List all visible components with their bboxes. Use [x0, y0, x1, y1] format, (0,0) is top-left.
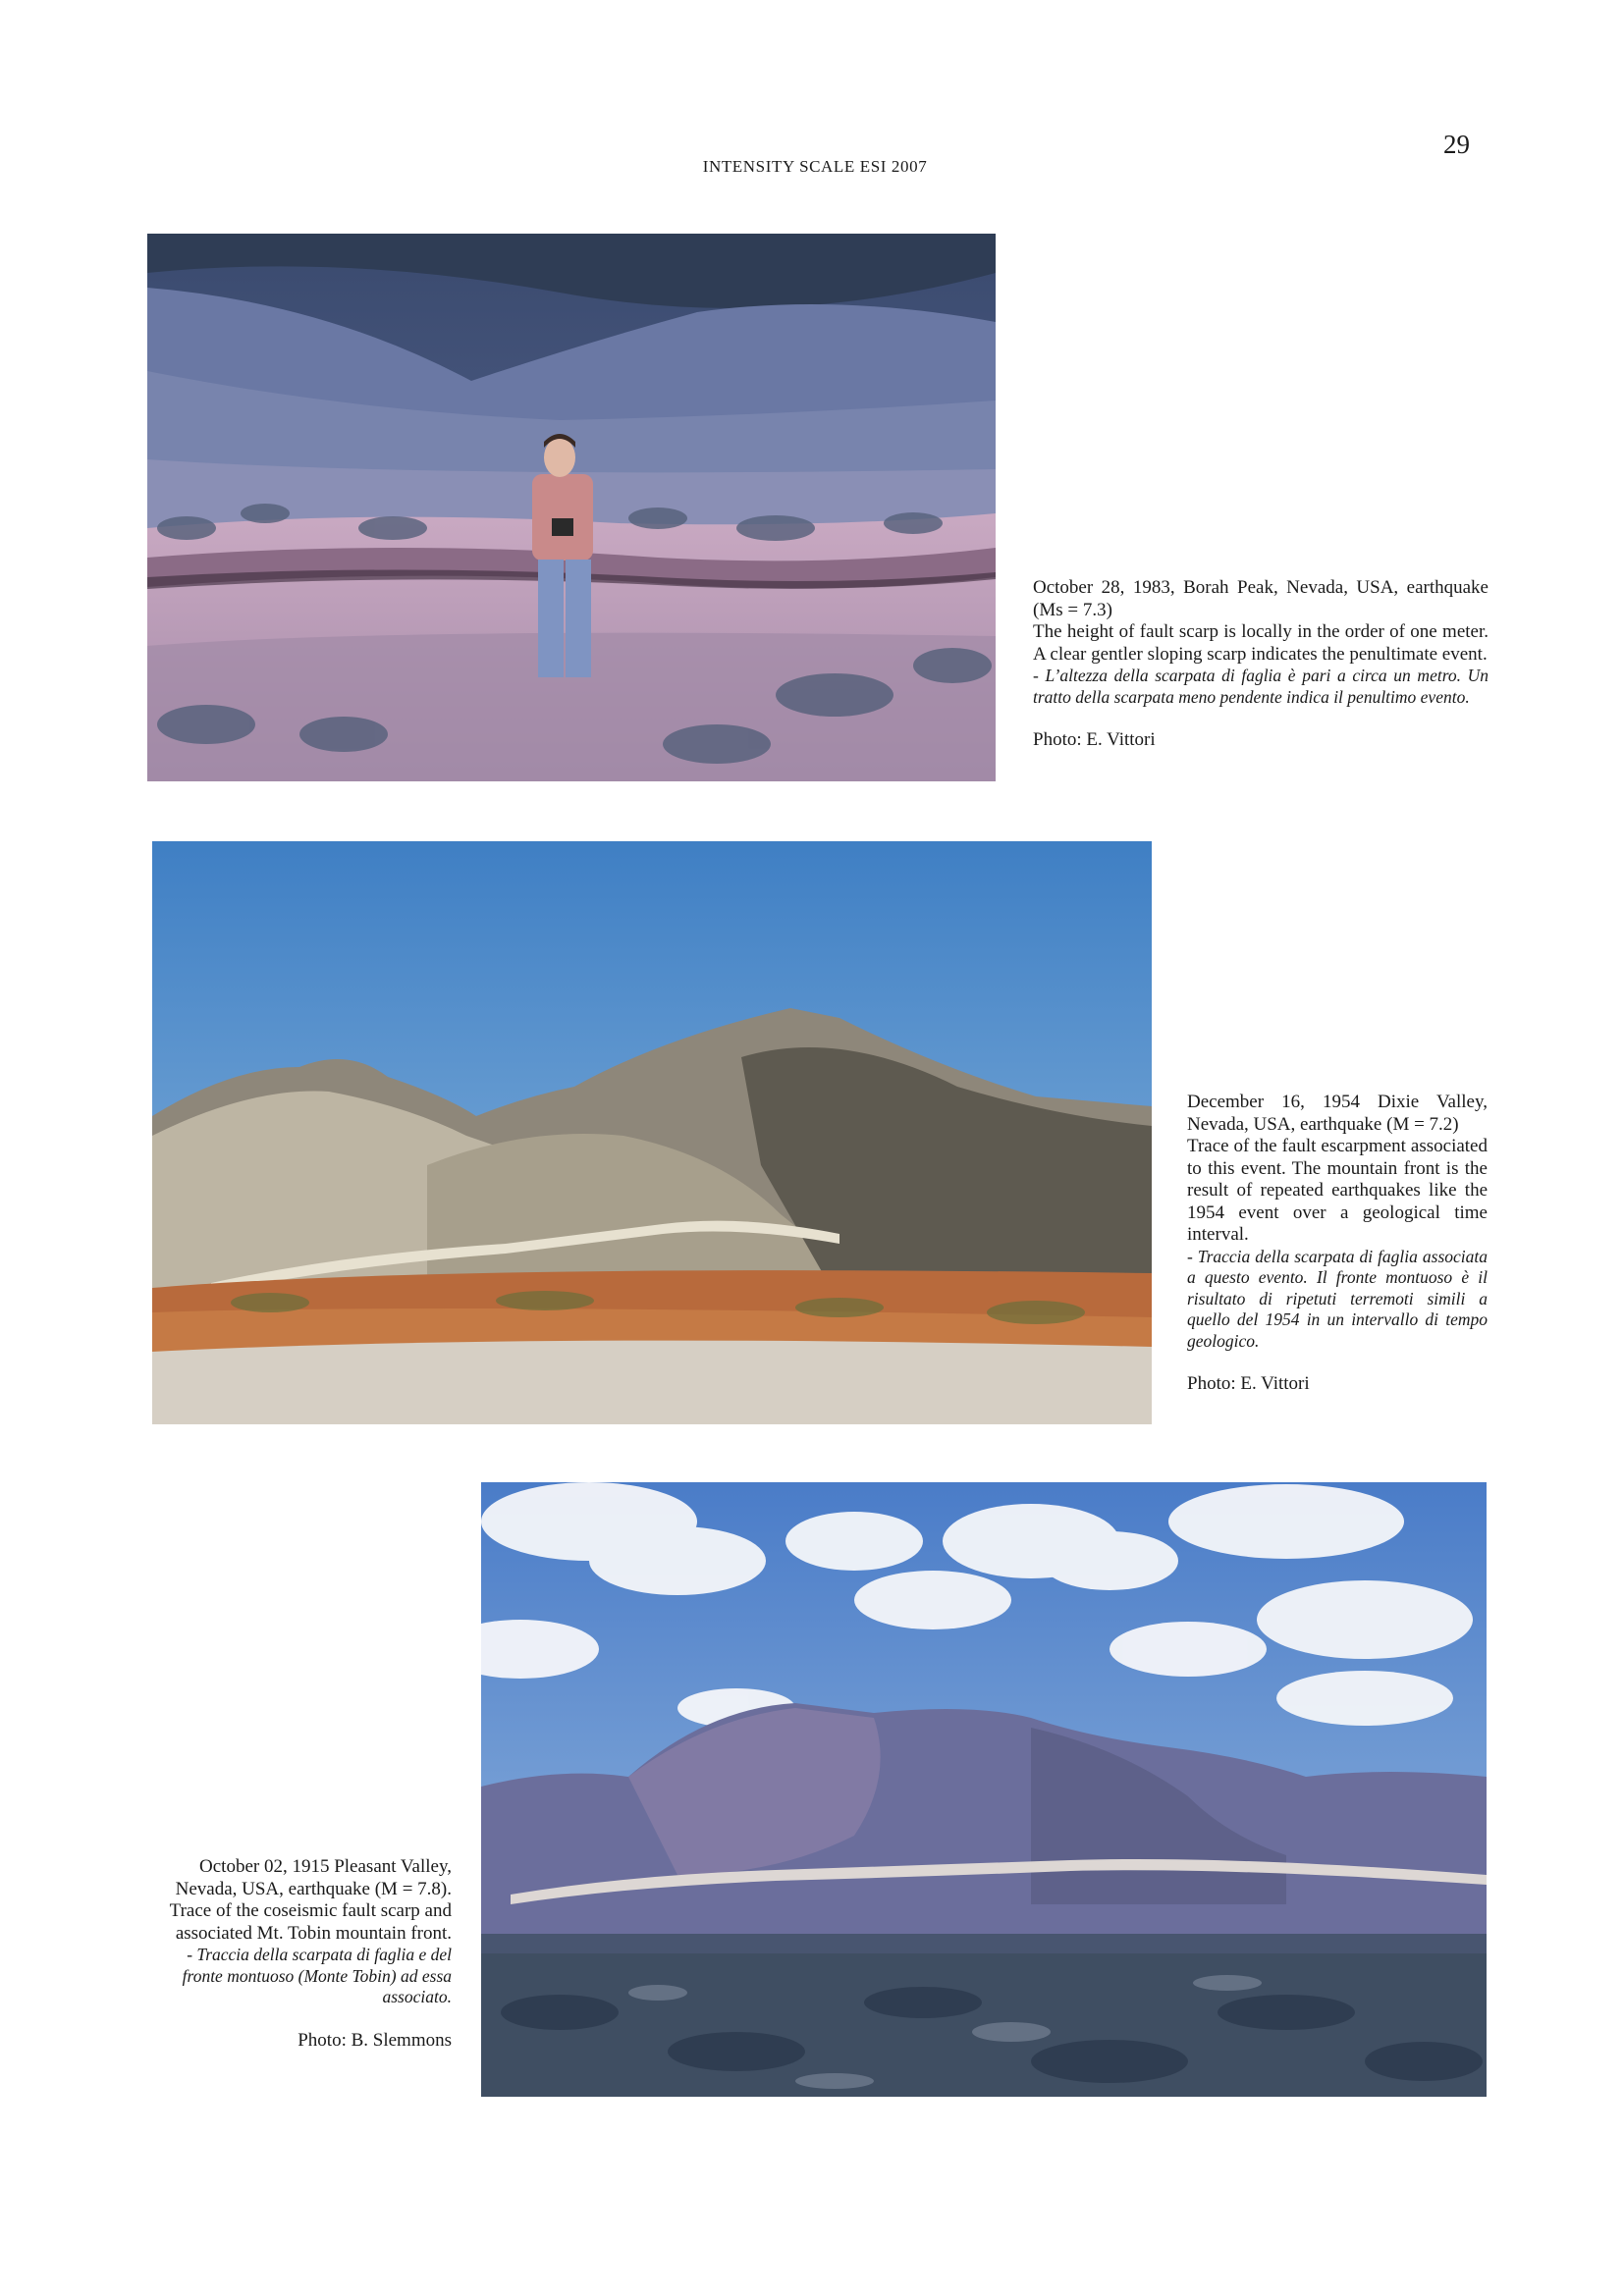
caption-date-location: December 16, 1954 Dixie Valley, Nevada, USA, earthquake (M = 7.2)	[1187, 1092, 1488, 1135]
figure-caption-dixie-valley	[1187, 1092, 1488, 1396]
caption-description: The height of fault scarp is locally in the order of one meter. A clear gentler sloping scarp indicates the penultimate event.	[1033, 621, 1489, 665]
photo-credit: Photo: B. Slemmons	[298, 2029, 452, 2051]
caption-description: Trace of the fault escarpment associated to this event. The mountain front is the result of repeated earthquakes like the 1954 event over a geological time interval.	[1187, 1136, 1488, 1245]
photo-borah-peak-image	[147, 234, 996, 781]
photo-credit: Photo: E. Vittori	[1033, 729, 1156, 750]
page-number: 29	[1443, 130, 1470, 159]
photo-pleasant-valley-image	[481, 1482, 1487, 2097]
caption-date-location: October 02, 1915 Pleasant Valley, Nevada, USA, earthquake (M = 7.8).	[175, 1856, 452, 1899]
photo-credit: Photo: E. Vittori	[1187, 1373, 1310, 1394]
photo-dixie-valley	[152, 841, 1152, 1424]
photo-pleasant-valley	[481, 1482, 1487, 2097]
caption-italian: - Traccia della scarpata di faglia e del fronte montuoso (Monte Tobin) ad essa associato.	[182, 1945, 452, 2006]
caption-italian: - Traccia della scarpata di faglia associata a questo evento. Il fronte montuoso è il risultato di ripetuti terremoti simili a quello del 1954 in un intervallo di tempo geologico.	[1187, 1246, 1488, 1351]
photo-borah-peak-scarp	[147, 234, 996, 781]
photo-dixie-valley-image	[152, 841, 1152, 1424]
figure-caption-borah-peak	[1033, 577, 1489, 752]
figure-caption-pleasant-valley	[147, 1856, 452, 2052]
caption-italian: - L’altezza della scarpata di faglia è pari a circa un metro. Un tratto della scarpata meno pendente indica il penultimo evento.	[1033, 666, 1489, 707]
caption-description: Trace of the coseismic fault scarp and associated Mt. Tobin mountain front.	[169, 1900, 452, 1944]
running-title: INTENSITY SCALE ESI 2007	[702, 157, 928, 176]
caption-date-location: October 28, 1983, Borah Peak, Nevada, USA, earthquake (Ms = 7.3)	[1033, 577, 1489, 620]
